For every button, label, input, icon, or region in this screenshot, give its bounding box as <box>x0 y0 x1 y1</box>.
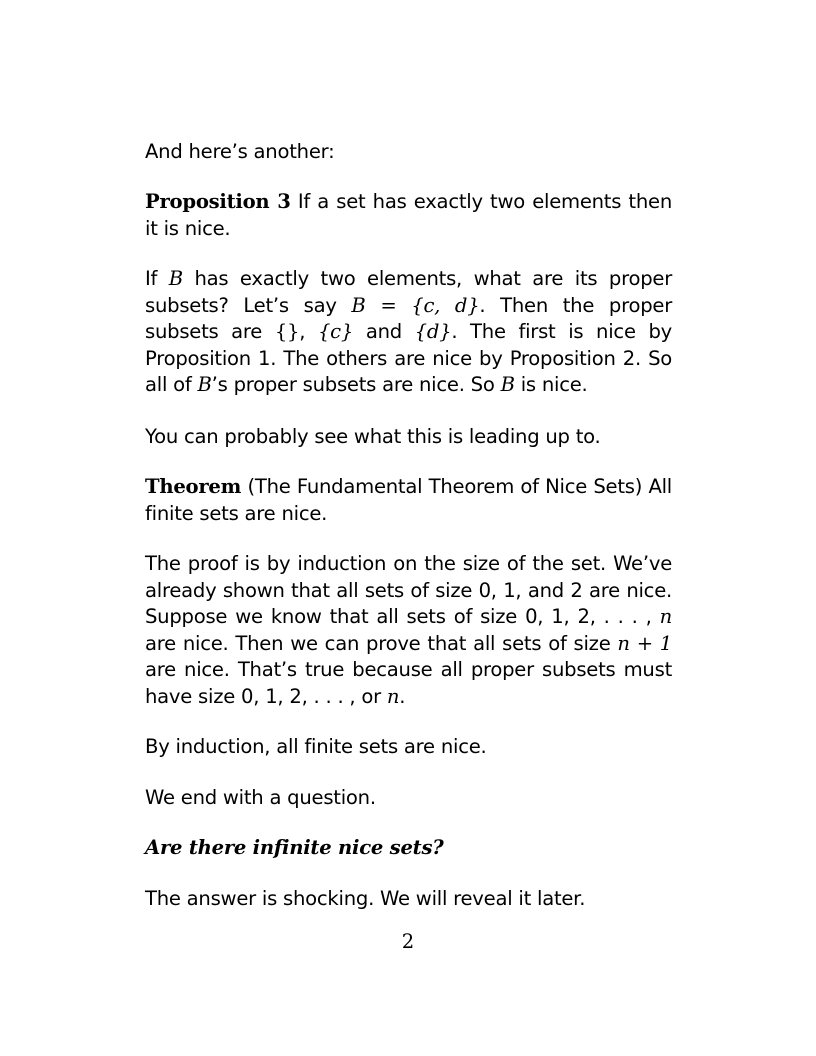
math-n: n <box>386 684 400 708</box>
induction-paragraph: By induction, all finite sets are nice. <box>145 735 487 758</box>
page-number: 2 <box>401 930 415 953</box>
math-set-c: {c} <box>317 320 354 343</box>
question-intro-paragraph: We end with a question. <box>145 786 376 809</box>
proposition-3-label: Proposition 3 <box>145 190 291 213</box>
math-set-d: {d} <box>414 320 452 343</box>
proposition-3-statement: If a set has exactly two elements then it is nice. <box>145 190 672 240</box>
intro-paragraph: And here’s another: <box>145 140 335 163</box>
closing-paragraph: The answer is shocking. We will reveal it later. <box>145 887 586 910</box>
proof-text: If <box>145 267 169 290</box>
question-text: Are there infinite nice sets? <box>145 836 444 859</box>
proof-text: is nice. <box>514 373 588 396</box>
proof-text: . <box>399 684 406 708</box>
math-n-plus-1: n + 1 <box>617 631 672 655</box>
math-empty-set: {} <box>274 320 300 343</box>
proposition-3-proof <box>145 266 672 399</box>
proof-text: . The first is nice by Proposition 1. The others are nice by Proposition 2. So all of <box>145 320 672 396</box>
proof-text: has exactly two elements, what are its proper subsets? Let’s say <box>145 267 673 317</box>
proof-text: , <box>299 320 318 343</box>
theorem-label: Theorem <box>145 475 242 498</box>
math-n: n <box>659 605 672 628</box>
proposition-3 <box>145 189 672 242</box>
math-B: B <box>500 373 515 396</box>
theorem-proof <box>145 551 672 710</box>
math-B: B <box>197 373 212 396</box>
math-set-definition: B = {c, d} <box>351 293 480 317</box>
proof-text: and <box>353 320 415 343</box>
math-B: B <box>168 267 183 290</box>
theorem-statement: (The Fundamental Theorem of Nice Sets) All finite sets are nice. <box>145 475 672 525</box>
proof-text: . Then the proper subsets are <box>145 293 673 343</box>
proof-text: The proof is by induction on the size of the set. We’ve already shown that all sets of size 0, 1, and 2 are nice. Suppose we know that all sets of size 0, 1, 2, . . . , <box>145 552 672 628</box>
leading-paragraph: You can probably see what this is leading up to. <box>145 425 601 448</box>
proof-text: are nice. Then we can prove that all sets of size <box>145 631 618 655</box>
proof-text: are nice. That’s true because all proper subsets must have size 0, 1, 2, . . . , or <box>145 658 672 708</box>
theorem <box>145 474 672 527</box>
question-heading <box>145 835 672 862</box>
proof-text: ’s proper subsets are nice. So <box>211 373 501 396</box>
